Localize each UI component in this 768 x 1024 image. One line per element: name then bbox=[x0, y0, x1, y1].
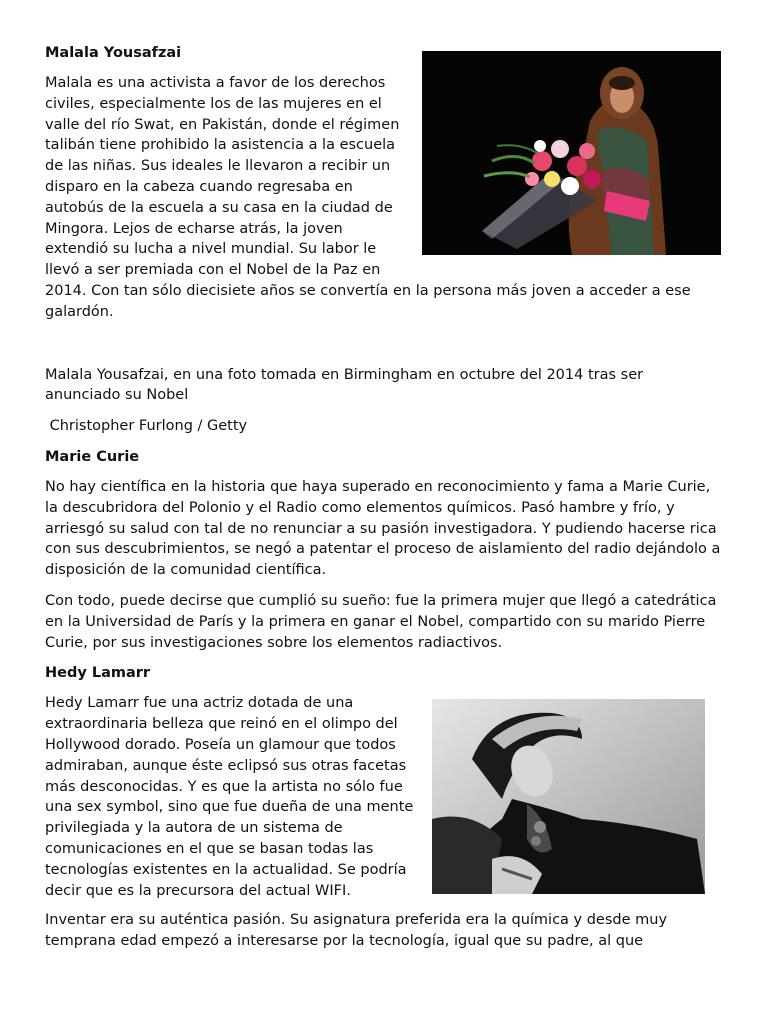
paragraph-marie-curie-2: Con todo, puede decirse que cumplió su sueño: fue la primera mujer que llegó a catedrática en la Universidad de París y la primera en ganar el Nobel, compartido con su marido Pierre Curie, por sus investigaciones sobre los elementos radiactivos. bbox=[45, 592, 717, 651]
caption-malala: Malala Yousafzai, en una foto tomada en Birmingham en octubre del 2014 tras ser anunciado su Nobel bbox=[45, 366, 644, 404]
paragraph-malala: Malala es una activista a favor de los derechos civiles, especialmente los de las mujeres en el valle del río Swat, en Pakistán, donde el régimen talibán tiene prohibido la asistencia a la escuela de las niñas. Sus ideales le llevaron a recibir un disparo en la cabeza cuando regresaba en autobús de la escuela a su casa en la ciudad de Mingora. Lejos de echarse atrás, la joven extendió su lucha a nivel mundial. Su labor le llevó a ser premiada con el Nobel de la Paz en 2014. Con tan sólo diecisiete años se convertía en la persona más joven a acceder a ese galardón. bbox=[45, 75, 691, 320]
heading-hedy-lamarr: Hedy Lamarr bbox=[45, 665, 151, 682]
paragraph-hedy-lamarr-2: Inventar era su auténtica pasión. Su asignatura preferida era la química y desde muy temprana edad empezó a interesarse por la tecnología, igual que su padre, al que bbox=[45, 912, 668, 950]
paragraph-marie-curie-1: No hay científica en la historia que haya superado en reconocimiento y fama a Marie Curie, la descubridora del Polonio y el Radio como elementos químicos. Pasó hambre y frío, y arriesgó su salud con tal de no renunciar a su pasión investigadora. Y pudiendo hacerse rica con sus descubrimientos, se negó a patentar el proceso de aislamiento del radio dejándolo a disposición de la comunidad científica. bbox=[45, 478, 721, 579]
heading-malala: Malala Yousafzai bbox=[45, 45, 182, 61]
heading-marie-curie: Marie Curie bbox=[45, 448, 140, 465]
document-page bbox=[45, 43, 721, 961]
spacer bbox=[45, 332, 721, 365]
credit-malala: Christopher Furlong / Getty bbox=[45, 418, 248, 435]
paragraph-hedy-lamarr-1: Hedy Lamarr fue una actriz dotada de una extraordinaria belleza que reinó en el olimpo del Hollywood dorado. Poseía un glamour que todos admiraban, aunque éste eclipsó sus otras facetas más desconocidas. Y es que la artista no sólo fue una sex symbol, sino que fue dueña de una mente privilegiada y la autora de un sistema de comunicaciones en el que se basan todas las tecnologías existentes en la actualidad. Se podría decir que es la precursora del actual WIFI. bbox=[45, 695, 414, 899]
photo-hedy-lamarr bbox=[432, 699, 705, 894]
photo-malala-yousafzai bbox=[422, 51, 721, 255]
